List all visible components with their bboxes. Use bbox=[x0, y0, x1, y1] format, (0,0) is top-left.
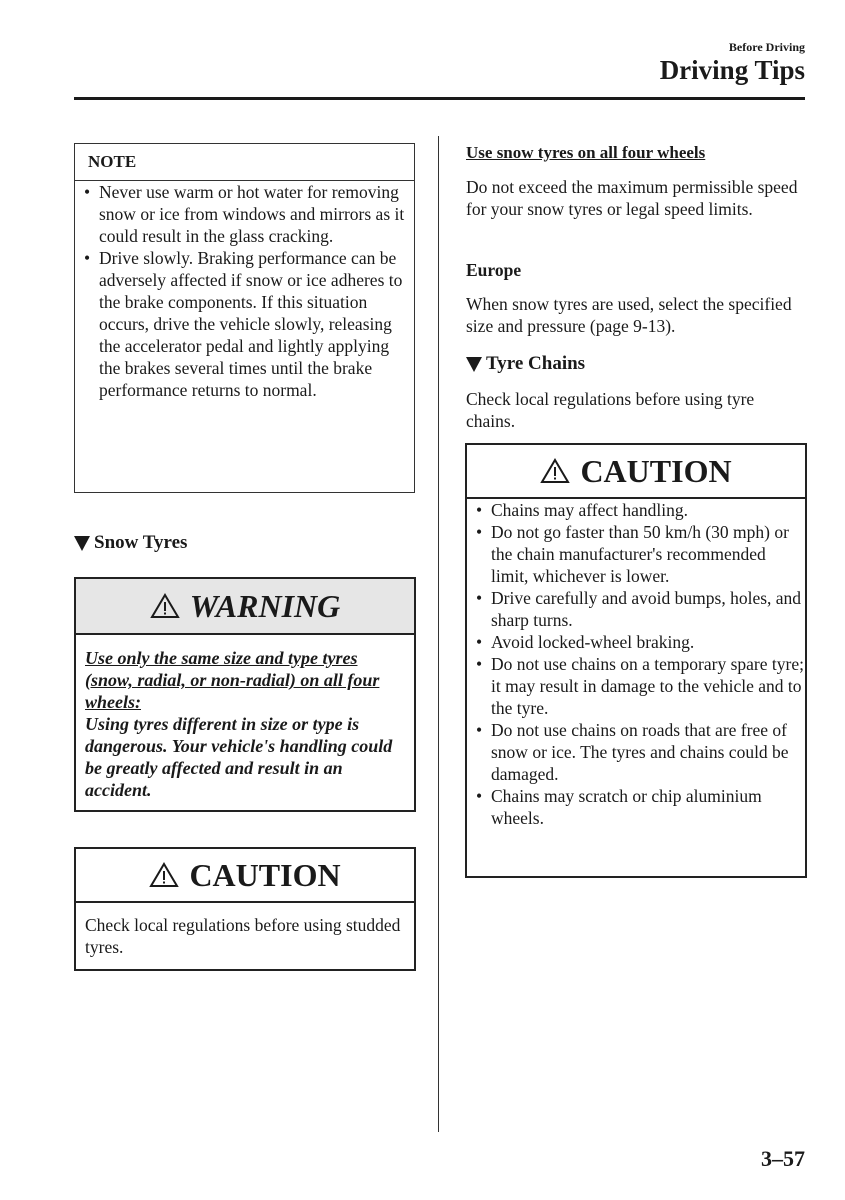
chains-paragraph: Check local regulations before using tyre chains. bbox=[466, 389, 755, 431]
note-list bbox=[75, 181, 414, 401]
warning-underlined-text: Use only the same size and type tyres (snow, radial, or non-radial) on all four wheels: bbox=[85, 648, 380, 712]
bullet-icon: • bbox=[476, 588, 483, 608]
snow-tyres-heading: Snow Tyres bbox=[74, 532, 187, 554]
caution-title: CAUTION bbox=[189, 856, 341, 893]
warning-header bbox=[76, 579, 414, 635]
caution-item: • Chains may affect handling. bbox=[476, 500, 688, 520]
snow-tyres-subheading: Use snow tyres on all four wheels bbox=[466, 143, 706, 162]
caution-list bbox=[467, 499, 805, 829]
caution-item: • Do not use chains on a temporary spare tyre; it may result in damage to the vehicle and to the tyre. bbox=[476, 654, 804, 718]
warning-triangle-icon bbox=[149, 862, 179, 888]
page-title: Driving Tips bbox=[659, 55, 805, 85]
note-item-1: • Never use warm or hot water for removing snow or ice from windows and mirrors as it could result in the glass cracking. bbox=[84, 182, 405, 246]
bullet-icon: • bbox=[476, 654, 483, 674]
speed-paragraph: Do not exceed the maximum permissible speed for your snow tyres or legal speed limits. bbox=[466, 177, 798, 219]
header-section-label: Before Driving bbox=[728, 40, 805, 54]
bullet-icon: • bbox=[476, 500, 483, 520]
caution-text: Check local regulations before using studded tyres. bbox=[85, 915, 401, 957]
caution-box-chains bbox=[465, 443, 807, 878]
note-title: NOTE bbox=[75, 144, 414, 181]
note-box bbox=[74, 143, 415, 493]
bullet-icon: • bbox=[476, 632, 483, 652]
caution-box-studded bbox=[74, 847, 416, 971]
caution-header bbox=[467, 445, 805, 499]
caution-item: • Do not use chains on roads that are free of snow or ice. The tyres and chains could be damaged. bbox=[476, 720, 789, 784]
bullet-icon: • bbox=[476, 720, 483, 740]
warning-triangle-icon bbox=[150, 593, 180, 619]
triangle-down-icon bbox=[74, 536, 90, 551]
bullet-icon: • bbox=[84, 182, 91, 202]
warning-box bbox=[74, 577, 416, 812]
caution-item: • Avoid locked-wheel braking. bbox=[476, 632, 695, 652]
bullet-icon: • bbox=[476, 522, 483, 542]
caution-title: CAUTION bbox=[580, 452, 732, 489]
warning-title: WARNING bbox=[189, 587, 341, 624]
caution-item: • Drive carefully and avoid bumps, holes, and sharp turns. bbox=[476, 588, 802, 630]
europe-heading: Europe bbox=[466, 260, 522, 280]
column-divider bbox=[438, 136, 439, 1132]
header-rule bbox=[74, 97, 805, 100]
warning-triangle-icon bbox=[540, 458, 570, 484]
warning-text: Using tyres different in size or type is dangerous. Your vehicle's handling could be greatly affected and result in an accident. bbox=[85, 714, 393, 800]
page-number: 3–57 bbox=[761, 1146, 805, 1171]
tyre-chains-heading: Tyre Chains bbox=[466, 353, 585, 375]
bullet-icon: • bbox=[476, 786, 483, 806]
europe-paragraph: When snow tyres are used, select the specified size and pressure (page 9-13). bbox=[466, 294, 792, 336]
warning-body bbox=[76, 635, 414, 801]
note-item-2: • Drive slowly. Braking performance can be adversely affected if snow or ice adheres to the brake components. If this situation occurs, drive the vehicle slowly, releasing the accelerator pedal and lightly applying the brakes several times until the brake performance returns to normal. bbox=[84, 248, 403, 400]
caution-header bbox=[76, 849, 414, 903]
caution-item: • Do not go faster than 50 km/h (30 mph) or the chain manufacturer's recommended limit, whichever is lower. bbox=[476, 522, 789, 586]
bullet-icon: • bbox=[84, 248, 91, 268]
triangle-down-icon bbox=[466, 357, 482, 372]
caution-item: • Chains may scratch or chip aluminium wheels. bbox=[476, 786, 762, 828]
